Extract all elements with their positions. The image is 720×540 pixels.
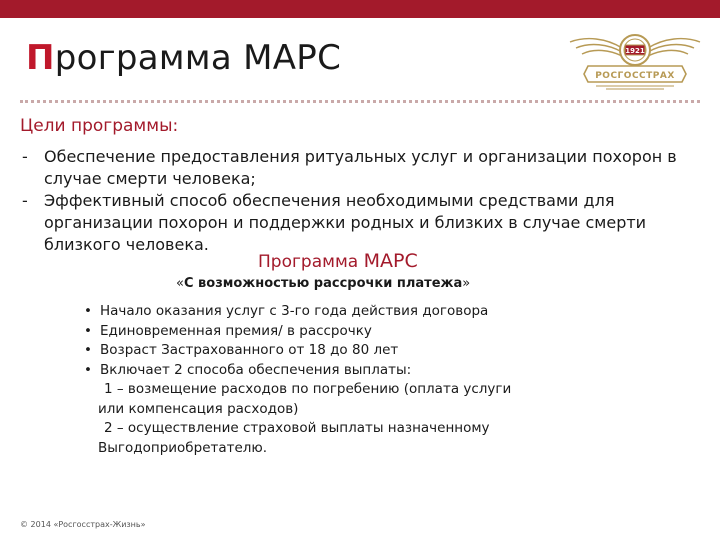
logo-badge-text: 1921 xyxy=(625,47,645,55)
feature-subline: Выгодоприобретателю. xyxy=(98,439,268,456)
goals-list xyxy=(20,146,680,256)
slide-title xyxy=(26,38,341,78)
subtitle-part-a: Программа xyxy=(258,252,364,272)
goal-text: Эффективный способ обеспечения необходимыми средствами для организации похорон и поддержки родных и близких в случае смерти близкого человека. xyxy=(44,191,647,254)
top-accent-bar xyxy=(0,0,720,18)
goal-item: - Обеспечение предоставления ритуальных услуг и организации похорон в случае смерти человека; xyxy=(22,147,677,188)
feature-subline: 2 – осуществление страховой выплаты назначенному xyxy=(104,420,490,436)
rosgosstrakh-logo xyxy=(566,28,704,92)
feature-subline: 1 – возмещение расходов по погребению (оплата услуги xyxy=(104,381,512,397)
program-tagline xyxy=(176,276,470,291)
title-first-letter: П xyxy=(26,38,55,78)
copyright-footer: © 2014 «Росгосстрах-Жизнь» xyxy=(20,520,146,529)
subtitle-part-b: МАРС xyxy=(363,250,418,272)
tagline-bold: С возможностью рассрочки платежа xyxy=(183,276,463,291)
feature-subline: или компенсация расходов) xyxy=(98,400,299,417)
tagline-open-quote: « xyxy=(176,276,184,291)
feature-text: Начало оказания услуг с 3-го года действия договора xyxy=(100,303,489,319)
feature-text: Включает 2 способа обеспечения выплаты: xyxy=(100,361,412,378)
logo-brand-text: РОСГОССТРАХ xyxy=(595,71,675,81)
feature-item: • Возраст Застрахованного от 18 до 80 лет xyxy=(84,342,399,358)
goals-heading: Цели программы: xyxy=(20,116,179,136)
feature-item: • Начало оказания услуг с 3-го года действия договора xyxy=(84,303,489,319)
feature-text: Возраст Застрахованного от 18 до 80 лет xyxy=(100,342,399,358)
title-rest: рограмма МАРС xyxy=(54,38,342,78)
header-divider xyxy=(20,100,700,103)
goal-text: Обеспечение предоставления ритуальных услуг и организации похорон в случае смерти человека; xyxy=(44,147,677,188)
features-list xyxy=(84,302,644,458)
feature-item: • Включает 2 способа обеспечения выплаты: 1 – возмещение расходов по погребению (оплата услуги или компенсация расходов) 2 – осуществление страховой выплаты назначенному Выгодоприобретателю. xyxy=(84,361,644,459)
feature-text: Единовременная премия/ в рассрочку xyxy=(100,322,372,339)
tagline-close-quote: » xyxy=(462,276,471,291)
program-subtitle xyxy=(258,250,418,272)
goal-item: - Эффективный способ обеспечения необходимыми средствами для организации похорон и поддержки родных и близких в случае смерти близкого человека. xyxy=(22,191,647,254)
feature-item: • Единовременная премия/ в рассрочку xyxy=(84,322,372,339)
